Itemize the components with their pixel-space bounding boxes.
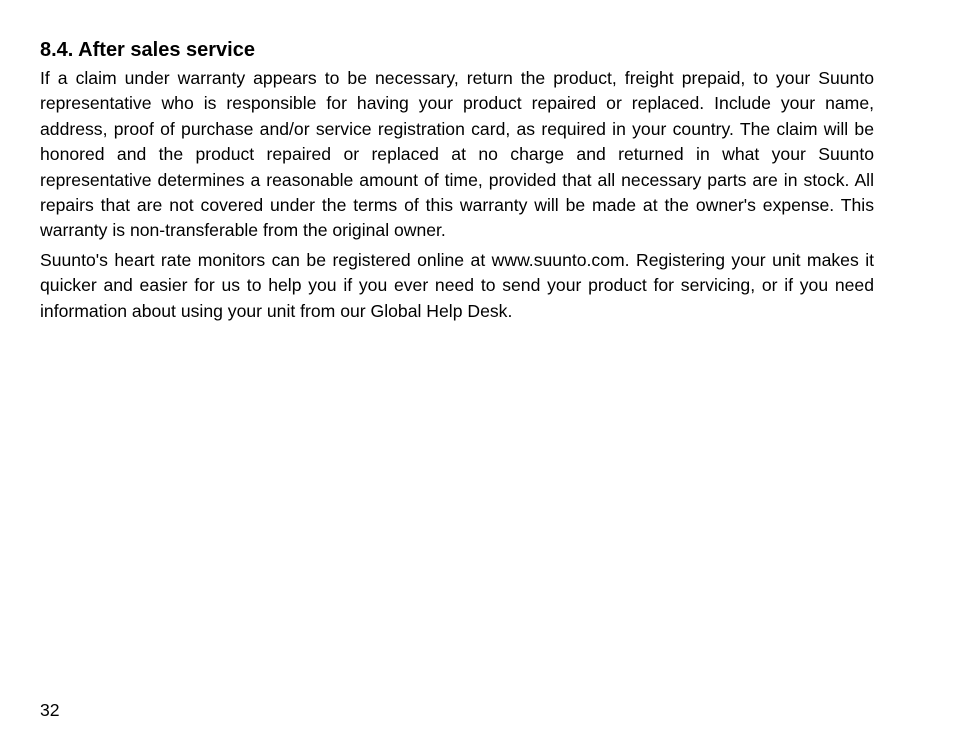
section-title: 8.4. After sales service — [40, 39, 255, 61]
page-number: 32 — [40, 700, 60, 720]
registration-paragraph: Suunto's heart rate monitors can be registered online at www.suunto.com. Registering your unit makes it quicker and easier for us to help you if you ever need to send your product for servicing, or if you need information about using your unit from our Global Help Desk. — [40, 249, 874, 321]
warranty-claim-paragraph: If a claim under warranty appears to be necessary, return the product, freight prepaid, to your Suunto representative who is responsible for having your product repaired or replaced. Include your name, address, proof of purchase and/or service registration card, as required in your country. The claim will be honored and the product repaired or replaced at no charge and returned in what your Suunto representative determines a reasonable amount of time, provided that all necessary parts are in stock. All repairs that are not covered under the terms of this warranty will be made at the owner's expense. This warranty is non-transferable from the original owner. — [40, 68, 874, 241]
document-page — [40, 37, 874, 328]
